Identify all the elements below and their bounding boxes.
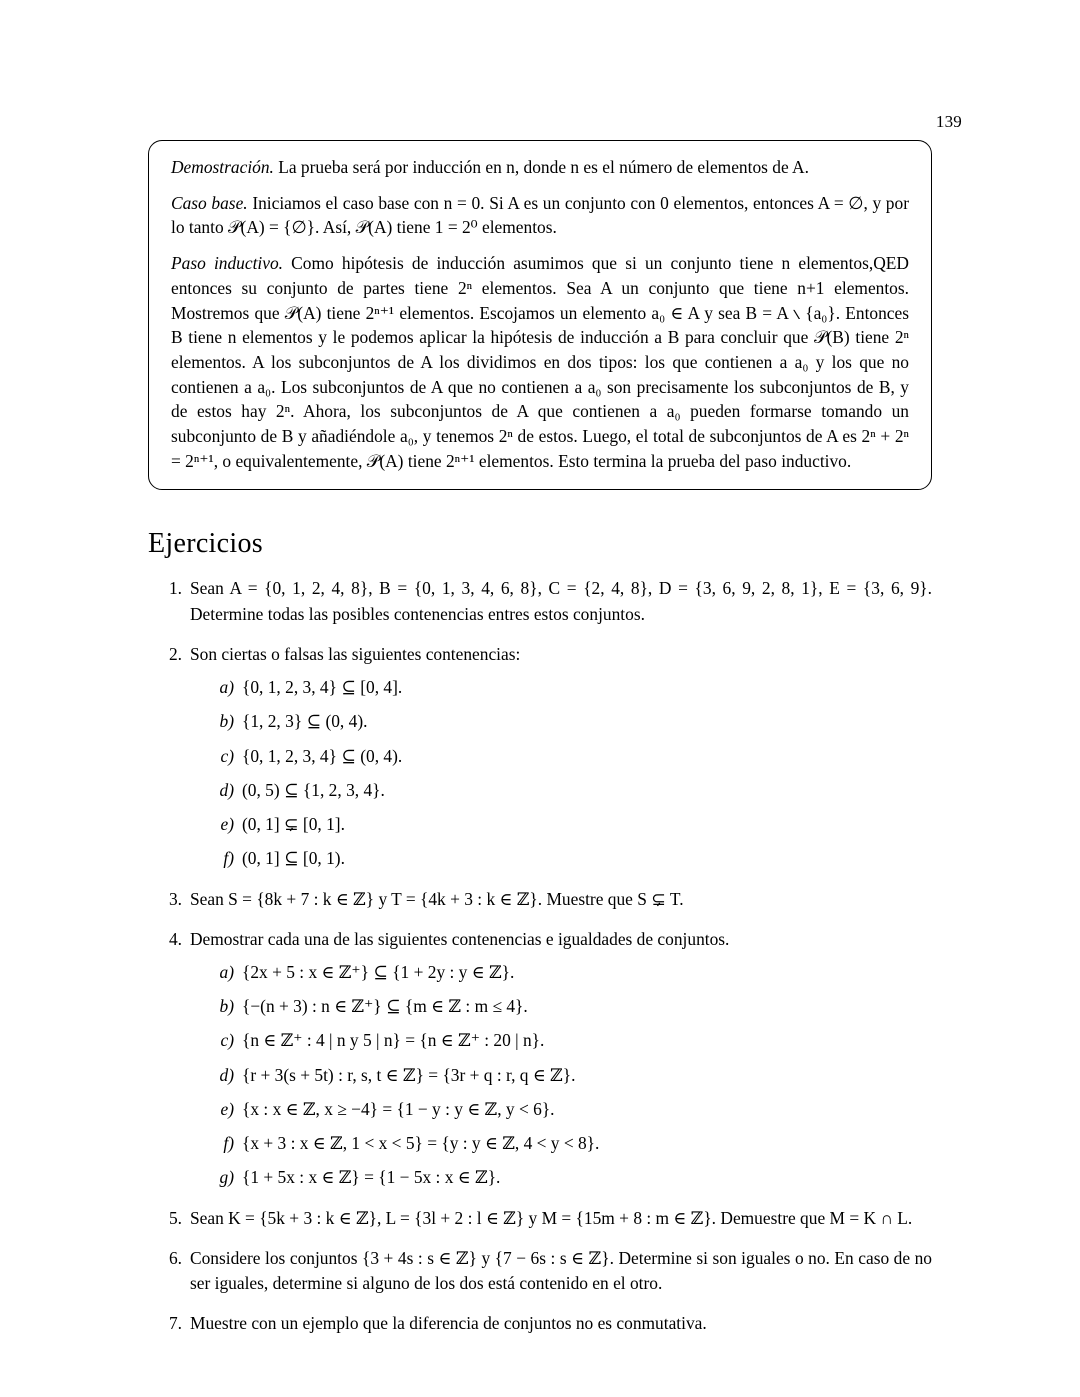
exercise-2-subtext-a: {0, 1, 2, 3, 4} ⊆ [0, 4]. — [242, 677, 403, 698]
exercise-4-subitem-c — [190, 1028, 932, 1053]
exercise-number-3: 3. — [168, 888, 182, 909]
exercise-4-subtext-b: {−(n + 3) : n ∈ ℤ⁺} ⊆ {m ∈ ℤ : m ≤ 4}. — [242, 996, 528, 1017]
exercise-2-sublabel-c: c) — [220, 745, 234, 766]
exercise-2-subtext-d: (0, 5) ⊆ {1, 2, 3, 4}. — [242, 779, 385, 800]
exercise-text-6: Considere los conjuntos {3 + 4s : s ∈ ℤ} y {7 − 6s : s ∈ ℤ}. Determine si son iguales o no. En caso de no ser iguales, determine si alguno de los dos está contenido en el otro. — [190, 1247, 932, 1294]
proof-box — [148, 140, 932, 490]
exercise-item-4 — [148, 927, 932, 1191]
exercise-number-7: 7. — [168, 1313, 182, 1334]
exercise-text-1: Sean A = {0, 1, 2, 4, 8}, B = {0, 1, 3, 4, 6, 8}, C = {2, 4, 8}, D = {3, 6, 9, 2, 8, 1}, E = {3, 6, 9}. Determine todas las posibles contenencias entres estos conjuntos. — [190, 578, 932, 624]
exercise-2-sublabel-b: b) — [219, 711, 234, 732]
exercise-number-6: 6. — [168, 1247, 182, 1268]
exercise-2-sublabel-d: d) — [219, 779, 234, 800]
proof-lead-caso-base: Caso base. — [171, 192, 248, 213]
exercise-2-subitem-c — [190, 744, 932, 769]
exercise-4-sublabel-e: e) — [220, 1098, 234, 1119]
exercise-4-subitem-f — [190, 1131, 932, 1156]
exercise-text-4: Demostrar cada una de las siguientes contenencias e igualdades de conjuntos. — [190, 928, 730, 949]
proof-paragraph-demostracion — [171, 155, 909, 180]
exercise-2-subitem-e — [190, 812, 932, 837]
exercise-number-4: 4. — [168, 928, 182, 949]
proof-lead-demostracion: Demostración. — [171, 157, 274, 177]
exercise-4-sublist — [190, 960, 932, 1191]
exercise-2-subtext-f: (0, 1] ⊆ [0, 1). — [242, 848, 345, 869]
exercise-4-subitem-e — [190, 1097, 932, 1122]
proof-paragraph-paso-inductivo — [171, 251, 909, 473]
proof-text-demostracion: La prueba será por inducción en n, donde n es el número de elementos de A. — [273, 157, 809, 177]
page-content — [148, 140, 932, 1352]
proof-lead-paso-inductivo: Paso inductivo. — [171, 253, 284, 274]
exercise-4-subtext-c: {n ∈ ℤ⁺ : 4 | n y 5 | n} = {n ∈ ℤ⁺ : 20 | n}. — [242, 1030, 545, 1051]
exercise-4-subitem-b — [190, 994, 932, 1019]
exercise-text-5: Sean K = {5k + 3 : k ∈ ℤ}, L = {3l + 2 : l ∈ ℤ} y M = {15m + 8 : m ∈ ℤ}. Demuestre que M = K ∩ L. — [190, 1207, 913, 1228]
exercise-item-1 — [148, 576, 932, 626]
exercise-4-sublabel-c: c) — [220, 1030, 234, 1051]
proof-text-caso-base: Iniciamos el caso base con n = 0. Si A es un conjunto con 0 elementos, entonces A = ∅, y por lo tanto 𝒫(A) = {∅}. Así, 𝒫(A) tiene 1 = 2⁰ elementos. — [171, 192, 909, 238]
exercise-4-subitem-a — [190, 960, 932, 985]
exercise-4-subtext-f: {x + 3 : x ∈ ℤ, 1 < x < 5} = {y : y ∈ ℤ, 4 < y < 8}. — [242, 1133, 600, 1154]
exercise-2-subitem-a — [190, 675, 932, 700]
exercise-item-5 — [148, 1206, 932, 1231]
exercise-4-sublabel-a: a) — [219, 962, 234, 983]
exercise-4-sublabel-g: g) — [219, 1167, 234, 1188]
qed-marker: QED — [873, 253, 909, 274]
exercise-4-sublabel-f: f) — [223, 1133, 234, 1154]
exercise-item-3 — [148, 887, 932, 912]
exercise-4-subitem-d — [190, 1063, 932, 1088]
exercise-2-subtext-b: {1, 2, 3} ⊆ (0, 4). — [242, 711, 368, 732]
exercise-item-7 — [148, 1311, 932, 1336]
exercise-2-subtext-c: {0, 1, 2, 3, 4} ⊆ (0, 4). — [242, 745, 403, 766]
exercise-2-sublabel-f: f) — [223, 848, 234, 869]
exercise-4-subtext-d: {r + 3(s + 5t) : r, s, t ∈ ℤ} = {3r + q : r, q ∈ ℤ}. — [242, 1064, 576, 1085]
exercise-4-sublabel-d: d) — [219, 1064, 234, 1085]
exercise-4-subtext-g: {1 + 5x : x ∈ ℤ} = {1 − 5x : x ∈ ℤ}. — [242, 1167, 501, 1188]
exercise-number-5: 5. — [168, 1207, 182, 1228]
exercise-2-sublist — [190, 675, 932, 871]
proof-paragraph-caso-base — [171, 191, 909, 240]
exercise-4-subtext-a: {2x + 5 : x ∈ ℤ⁺} ⊆ {1 + 2y : y ∈ ℤ}. — [242, 962, 515, 983]
exercise-item-2 — [148, 642, 932, 872]
exercise-text-3: Sean S = {8k + 7 : k ∈ ℤ} y T = {4k + 3 : k ∈ ℤ}. Muestre que S ⊊ T. — [190, 888, 684, 909]
proof-text-paso-inductivo: Como hipótesis de inducción asumimos que si un conjunto tiene n elementos, entonces su conjunto de partes tiene 2ⁿ elementos. Sea A un conjunto que tiene n+1 elementos. Mostremos que 𝒫(A) tiene 2ⁿ⁺¹ elementos. Escojamos un elemento a₀ ∈ A y sea B = A ∖ {a₀}. Entonces B tiene n elementos y le podemos aplicar la hipótesis de inducción a B para concluir que 𝒫(B) tiene 2ⁿ elementos. A los subconjuntos de A los dividimos en dos tipos: los que contienen a a₀ y los que no contienen a a₀. Los subconjuntos de A que no contienen a a₀ son precisamente los subconjuntos de B, y de estos hay 2ⁿ. Ahora, los subconjuntos de A que contienen a a₀ pueden formarse tomando un subconjunto de B y añadiéndole a₀, y tenemos 2ⁿ de estos. Luego, el total de subconjuntos de A es 2ⁿ + 2ⁿ = 2ⁿ⁺¹, o equivalentemente, 𝒫(A) tiene 2ⁿ⁺¹ elementos. Esto termina la prueba del paso inductivo. — [171, 253, 909, 471]
exercise-2-sublabel-a: a) — [219, 677, 234, 698]
exercise-number-1: 1. — [168, 578, 182, 599]
exercise-2-sublabel-e: e) — [220, 814, 234, 835]
exercise-text-2: Son ciertas o falsas las siguientes contenencias: — [190, 643, 521, 664]
exercise-number-2: 2. — [168, 643, 182, 664]
exercise-list — [148, 576, 932, 1336]
exercise-4-subitem-g — [190, 1165, 932, 1190]
exercise-4-sublabel-b: b) — [219, 996, 234, 1017]
page-number: 139 — [935, 112, 962, 131]
section-title-ejercicios: Ejercicios — [148, 528, 263, 560]
exercise-2-subtext-e: (0, 1] ⊊ [0, 1]. — [242, 814, 345, 835]
exercise-item-6 — [148, 1246, 932, 1296]
exercise-text-7: Muestre con un ejemplo que la diferencia de conjuntos no es conmutativa. — [190, 1313, 707, 1334]
exercise-2-subitem-b — [190, 709, 932, 734]
exercise-4-subtext-e: {x : x ∈ ℤ, x ≥ −4} = {1 − y : y ∈ ℤ, y < 6}. — [242, 1098, 555, 1119]
exercise-2-subitem-d — [190, 778, 932, 803]
exercise-2-subitem-f — [190, 846, 932, 871]
